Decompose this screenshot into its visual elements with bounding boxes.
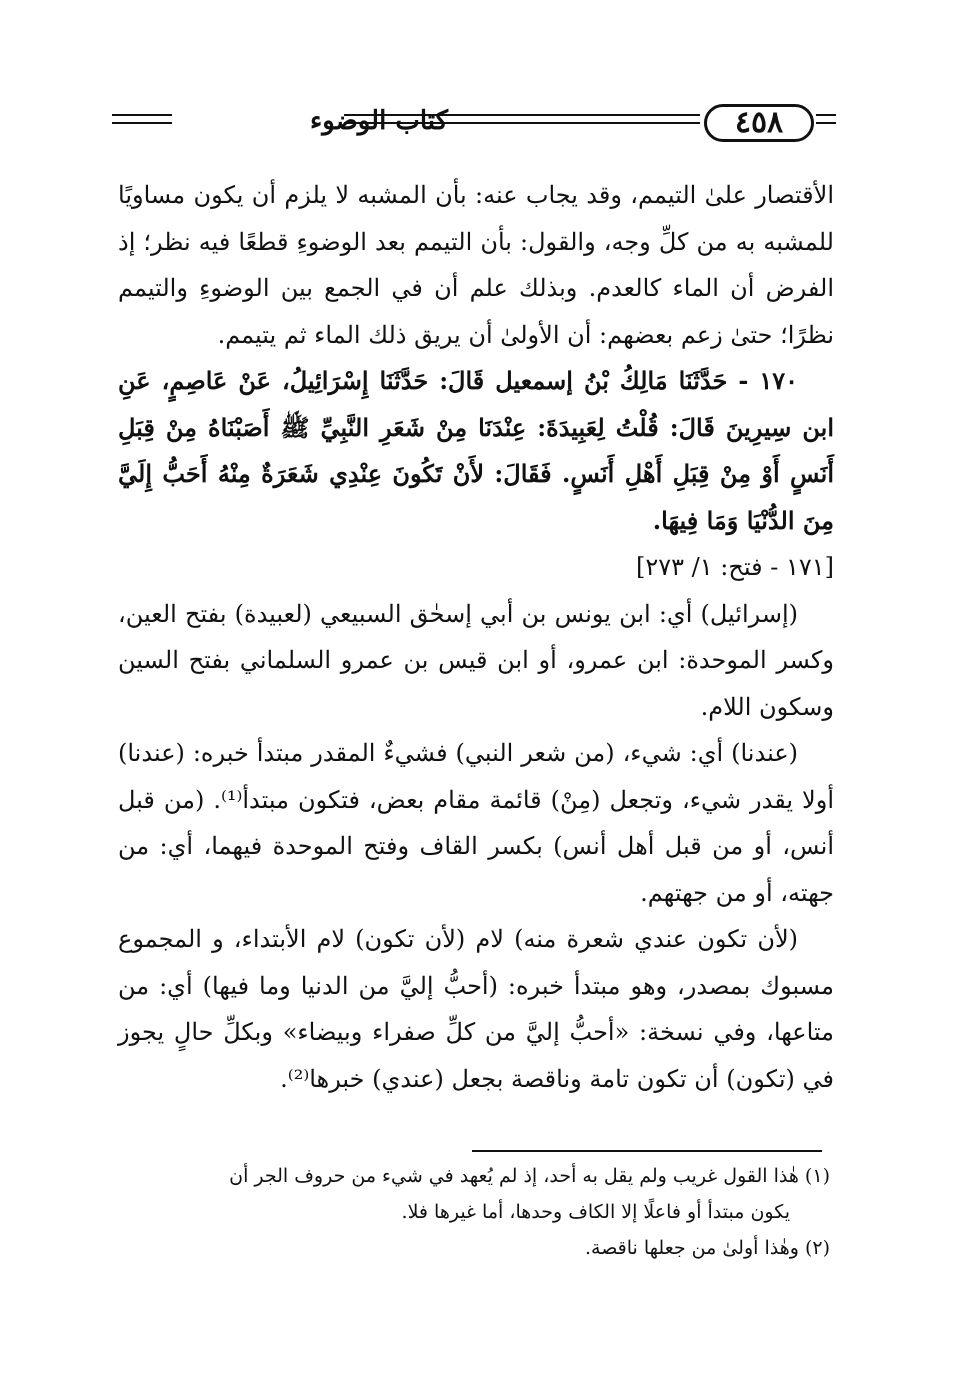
footnote-separator	[472, 1150, 822, 1152]
page-number: ٤٥٨	[704, 104, 814, 142]
footnote-1: (١) هٰذا القول غريب ولم يقل به أحد، إذ لم يُعهد في شيء من حروف الجر أن	[229, 1165, 830, 1187]
main-text	[118, 172, 834, 1102]
paragraph: (إسرائيل) أي: ابن يونس بن أبي إسحٰق السبيعي (لعبيدة) بفتح العين، وكسر الموحدة: ابن عمرو، أو ابن قيس بن عمرو السلماني بفتح السين وسكون اللام.	[118, 599, 834, 721]
header-rule	[816, 114, 836, 116]
header-rule	[112, 114, 172, 116]
footnote-2: (٢) وهٰذا أولىٰ من جعلها ناقصة.	[584, 1237, 830, 1259]
header-rule	[344, 122, 700, 124]
paragraph: الأقتصار علىٰ التيمم، وقد يجاب عنه: بأن المشبه لا يلزم أن يكون مساويًا للمشبه به من كلِّ وجه، والقول: بأن التيمم بعد الوضوءِ قطعًا فيه نظر؛ إذ الفرض أن الماء كالعدم. وبذلك علم أن في الجمع بين الوضوءِ والتيمم نظرًا؛ حتىٰ زعم بعضهم: أن الأولىٰ أن يريق ذلك الماء ثم يتيمم.	[118, 181, 834, 349]
footnote-1-continuation: يكون مبتدأ أو فاعلًا إلا الكاف وحدها، أما غيرها فلا.	[401, 1201, 790, 1223]
header-rule	[816, 122, 836, 124]
header-rule	[344, 114, 700, 116]
hadith-text: ١٧٠ - حَدَّثَنَا مَالِكُ بْنُ إسمعيل قَالَ: حَدَّثَنَا إِسْرَائِيلُ، عَنْ عَاصِمٍ، عَنِ ابن سِيرِينَ قَالَ: قُلْتُ لِعَبِيدَةَ: عِنْدَنَا مِنْ شَعَرِ النَّبِيِّ ﷺ أَصَبْنَاهُ مِنْ قِبَلِ أَنَسٍ أَوْ مِنْ قِبَلِ أَهْلِ أَنَسٍ. فَقَالَ: لأَنْ تَكُونَ عِنْدِي شَعَرَةٌ مِنْهُ أَحَبُّ إِلَيَّ مِنَ الدُّنْيَا وَمَا فِيهَا.	[118, 366, 834, 535]
book-title: كتاب الوضوء	[310, 106, 448, 136]
paragraph: (لأن تكون عندي شعرة منه) لام (لأن تكون) لام الأبتداء، و المجموع مسبوك بمصدر، وهو مبتدأ خبره: (أحبُّ إليَّ من الدنيا وما فيها) أي: من متاعها، وفي نسخة: «أحبُّ إليَّ من كلِّ صفراء وبيضاء» وبكلِّ حالٍ يجوز في (تكون) أن تكون تامة وناقصة بجعل (عندي) خبرها⁽²⁾.	[118, 925, 834, 1093]
hadith-reference: [١٧١ - فتح: ١/ ٢٧٣]	[636, 553, 834, 581]
paragraph: (عندنا) أي: شيء، (من شعر النبي) فشيءٌ المقدر مبتدأ خبره: (عندنا) أولا يقدر شيء، وتجعل (مِنْ) قائمة مقام بعض، فتكون مبتدأ⁽¹⁾. (من قبل أنس، أو من قبل أهل أنس) بكسر القاف وفتح الموحدة فيهما، أي: من جهته، أو من جهتهم.	[118, 739, 834, 907]
header-rule	[112, 122, 172, 124]
footnotes	[110, 1158, 830, 1266]
running-header	[112, 96, 836, 150]
